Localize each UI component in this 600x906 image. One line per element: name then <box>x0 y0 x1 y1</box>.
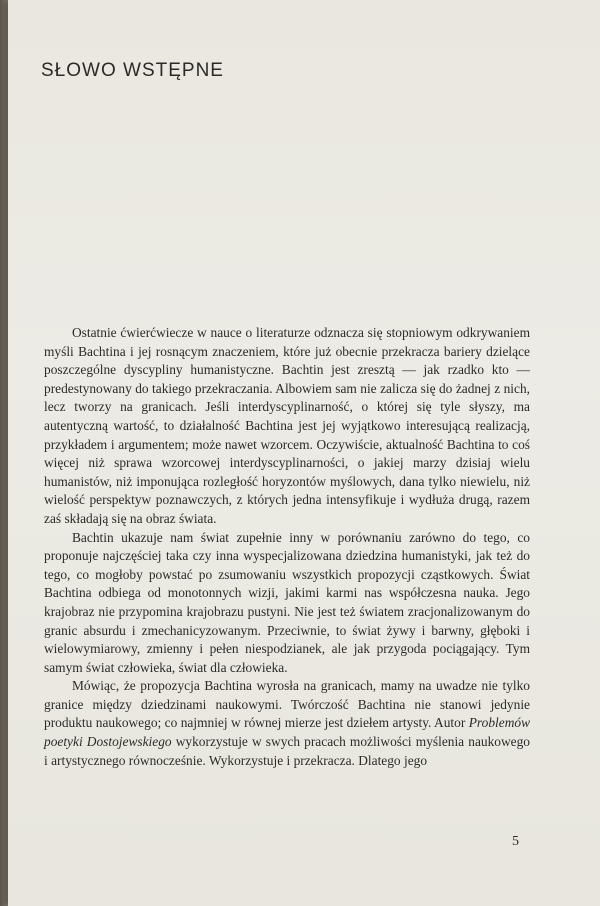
page-number: 5 <box>512 834 519 849</box>
paragraph-3-text-a: Mówiąc, że propozycja Bachtina wyrosła na granicach, mamy na uwadze nie tylko granice między dziedzinami naukowymi. Twórczość Bachtina nie stanowi jedynie produktu naukowego; co najmniej w równej mierze jest dziełem artysty. Autor <box>44 678 530 731</box>
book-title-italic: Problemów poetyki Dostojewskiego <box>44 715 530 750</box>
paragraph-2: Bachtin ukazuje nam świat zupełnie inny w porównaniu zarówno do tego, co proponuje najczęściej taka czy inna wyspecjalizowana dziedzina humanistyki, jak też do tego, co mogłoby powstać po zsumowaniu wszystkich propozycji cząstkowych. Świat Bachtina odbiega od monotonnych wizji, jakimi karmi nas współczesna nauka. Jego krajobraz nie przypomina krajobrazu pustyni. Nie jest też światem zracjonalizowanym do granic absurdu i zmechanicyzowanym. Przeciwnie, to świat żywy i barwny, głęboki i wielowymiarowy, zmienny i pełen niespodzianek, ale jak przygoda pociągający. Tym samym świat człowieka, świat dla człowieka. <box>44 529 530 675</box>
paragraph-3-text-b: wykorzystuje w swych pracach możliwości myślenia naukowego i artystycznego równocześnie. Wykorzystuje i przekracza. Dlatego jego <box>44 734 530 768</box>
book-page <box>8 0 600 906</box>
paragraph-1: Ostatnie ćwierćwiecze w nauce o literaturze odznacza się stopniowym odkrywaniem myśli Bachtina i jej rosnącym znaczeniem, które już obecnie przekracza bariery dzielące poszczególne dyscypliny humanistyczne. Bachtin jest zresztą — jak rzadko kto — predestynowany do takiego przekraczania. Albowiem sam nie zalicza się do żadnej z nich, lecz tworzy na granicach. Jeśli interdyscyplinarność, o której się tyle słyszy, ma autentyczną wartość, to działalność Bachtina jest jej wyjątkowo interesującą realizacją, przykładem i argumentem; może nawet wzorcem. Oczywiście, aktualność Bachtina to coś więcej niż sprawa wzorcowej interdyscyplinarności, o jakiej marzy dzisiaj wielu humanistów, niż imponująca rozległość horyzontów myślowych, dana tylko niewielu, niż wielość perspektyw poznawczych, z których jedna intensyfikuje i wydłuża drugą, razem zaś składają się na obraz świata. <box>44 325 530 526</box>
book-spine-shadow <box>0 0 8 906</box>
paragraph-3 <box>44 677 530 770</box>
chapter-title: SŁOWO WSTĘPNE <box>41 60 224 81</box>
body-text <box>44 324 530 770</box>
